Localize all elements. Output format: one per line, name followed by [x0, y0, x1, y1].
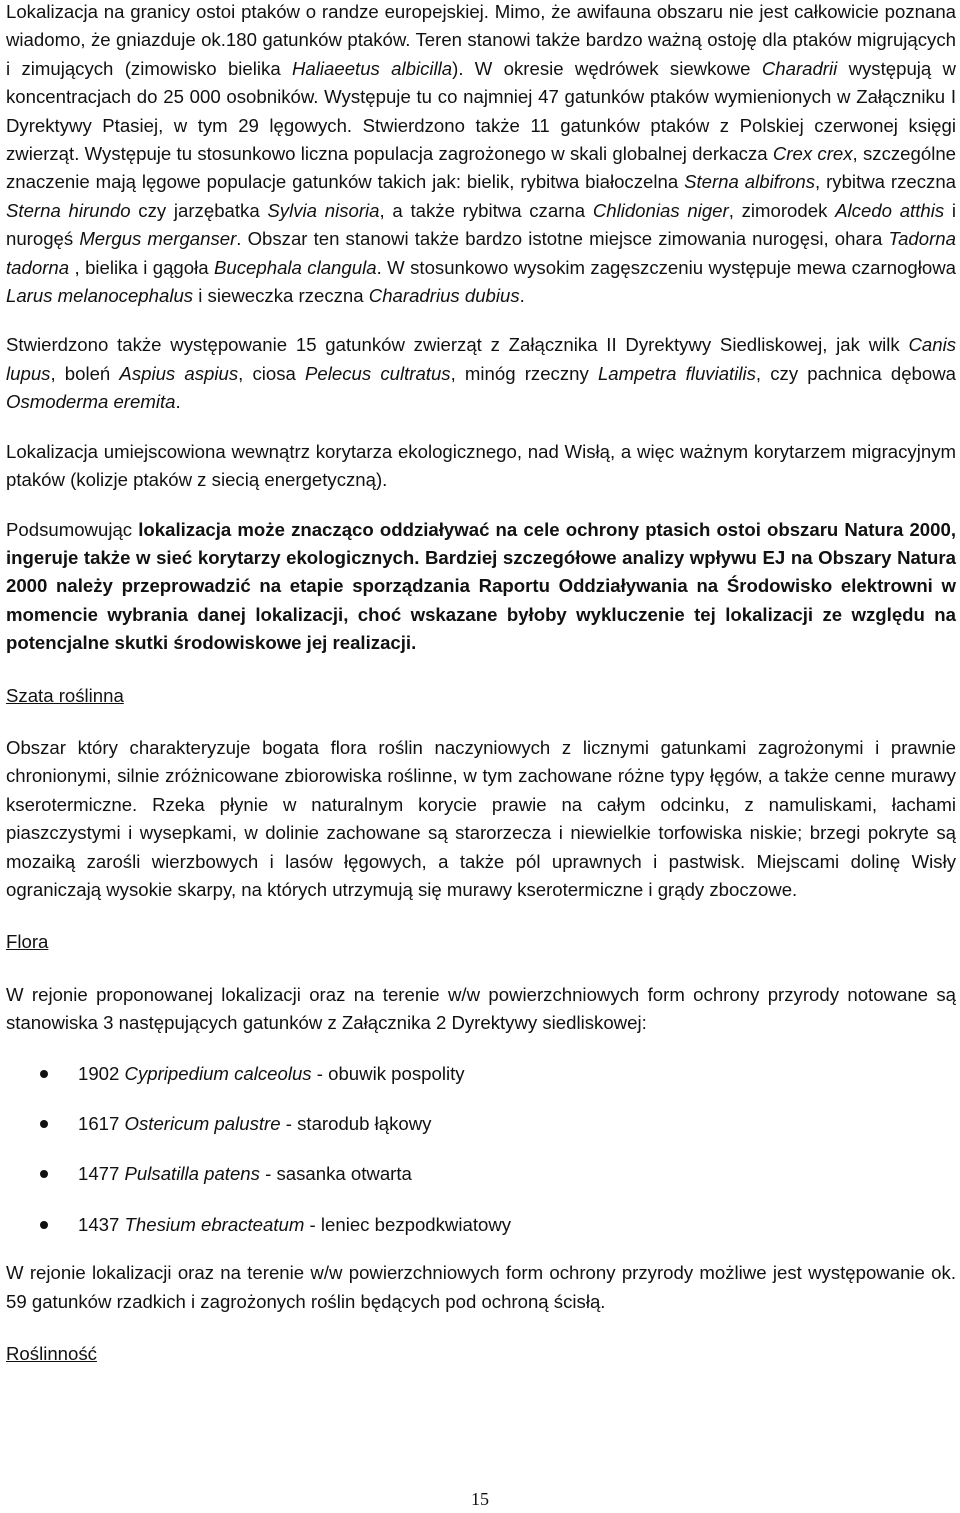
text-run: i sieweczka rzeczna: [193, 285, 369, 307]
latin-name: Cypripedium calceolus: [124, 1062, 312, 1084]
corridor-paragraph: Lokalizacja umiejscowiona wewnątrz korytarza ekologicznego, nad Wisłą, a więc ważnym korytarzem migracyjnym ptaków (kolizje ptaków z siecią energetyczną).: [6, 440, 956, 491]
latin-name: Alcedo atthis: [835, 199, 945, 221]
latin-name: Sterna hirundo: [6, 199, 131, 221]
page-number: 15: [471, 1489, 489, 1509]
text-run: czy jarzębatka: [130, 199, 268, 221]
flora-outro-paragraph: W rejonie lokalizacji oraz na terenie w/w powierzchniowych form ochrony przyrody możliwe jest występowanie ok. 59 gatunków rzadkich i zagrożonych roślin będących pod ochroną ścisłą.: [6, 1262, 956, 1312]
text-run: .: [519, 285, 525, 307]
text-run: Stwierdzono także występowanie 15 gatunków zwierząt z Załącznika II Dyrektywy Siedliskowej, jak wilk: [6, 334, 909, 356]
latin-name: Haliaeetus albicilla: [291, 57, 453, 79]
text-run: , rybitwa rzeczna: [815, 171, 957, 193]
text-run: . Obszar ten stanowi także bardzo istotne miejsce zimowania nurogęsi, ohara: [236, 228, 889, 250]
latin-name: Pulsatilla patens: [124, 1163, 260, 1185]
common-name: - sasanka otwarta: [259, 1163, 412, 1185]
text-run: . W stosunkowo wysokim zagęszczeniu występuje mewa czarnogłowa: [376, 256, 956, 278]
latin-name: Ostericum palustre: [124, 1113, 281, 1134]
common-name: - obuwik pospolity: [311, 1062, 465, 1084]
text-run: ). W okresie wędrówek siewkowe: [452, 57, 762, 79]
szata-heading: Szata roślinna: [6, 684, 124, 706]
latin-name: Pelecus cultratus: [305, 362, 451, 384]
flora-species-list: [6, 1060, 956, 1240]
text-run: występują w koncentracjach do 25 000 osobników. Występuje tu co najmniej 47 gatunków ptaków wymienionych w Załączniku I Dyrektywy Ptasiej, w tym 29 lęgowych. Stwierdzono także 11 gatunków ptaków z Polskiej czerwonej księgi zwierząt. Występuje tu stosunkowo liczna populacja zagrożonego w skali globalnej derkacza: [6, 57, 956, 165]
text-run: i nurogęś: [6, 199, 956, 250]
roslinnosc-heading: Roślinność: [6, 1343, 97, 1365]
bullet-icon: [40, 1120, 48, 1128]
list-item: [6, 1110, 956, 1138]
text-run: , szczególne znaczenie mają lęgowe populacje gatunków takich jak: bielik, rybitwa białoczelna: [6, 143, 957, 193]
latin-name: Charadrii: [761, 57, 838, 79]
latin-name: Larus melanocephalus: [6, 285, 194, 307]
bullet-icon: [40, 1170, 48, 1178]
szata-paragraph: Obszar który charakteryzuje bogata flora roślin naczyniowych z licznymi gatunkami zagrożonymi i prawnie chronionymi, silnie zróżnicowane zbiorowiska roślinne, w tym zachowane różne typy łęgów, a także cenne murawy kserotermiczne. Rzeka płynie w naturalnym korycie prawie na całym odcinku, z namuliskami, łachami piaszczystymi i wysepkami, w dolinie zachowane są starorzecza i niewielkie torfowiska niskie; brzegi pokryte są mozaiką zarośli wierzbowych i lasów łęgowych, a także pól uprawnych i pastwisk. Miejscami dolinę Wisły ograniczają wysokie skarpy, na których utrzymują się murawy kserotermiczne i grądy zboczowe.: [6, 736, 956, 900]
species-code: 1902: [78, 1062, 125, 1084]
summary-paragraph: [6, 516, 956, 658]
latin-name: Canis lupus: [6, 334, 956, 384]
latin-name: Sterna albifrons: [684, 171, 816, 193]
text-run: , minóg rzeczny: [450, 362, 598, 384]
latin-name: Osmoderma eremita: [6, 391, 176, 413]
text-run: , boleń: [50, 362, 120, 384]
list-item: [6, 1211, 956, 1239]
species-code: 1437: [78, 1213, 125, 1235]
flora-intro-paragraph: W rejonie proponowanej lokalizacji oraz na terenie w/w powierzchniowych form ochrony przyrody notowane są stanowiska 3 następujących gatunków z Załącznika 2 Dyrektywy siedliskowej:: [6, 983, 956, 1034]
birds-paragraph: [6, 0, 956, 310]
animals-paragraph: [6, 331, 956, 416]
text-run: , czy pachnica dębowa: [755, 362, 956, 384]
latin-name: Crex crex: [772, 143, 853, 165]
list-item: [6, 1060, 956, 1088]
species-code: 1617: [78, 1113, 125, 1134]
text-run: .: [175, 391, 181, 413]
latin-name: Charadrius dubius: [368, 285, 520, 307]
latin-name: Thesium ebracteatum: [124, 1213, 305, 1235]
latin-name: Tadorna tadorna: [6, 228, 956, 278]
document-page: [6, 0, 956, 1368]
bold-conclusion: lokalizacja może znacząco oddziaływać na cele ochrony ptasich ostoi obszaru Natura 2000, ingeruje także w sieć korytarzy ekologicznych. Bardziej szczegółowe analizy wpływu EJ na Obszary Natura 2000 należy przeprowadzić na etapie sporządzania Raportu Oddziaływania na Środowisko elektrowni w momencie wybrania danej lokalizacji, choć wskazane byłoby wykluczenie tej lokalizacji ze względu na potencjalne skutki środowiskowe jej realizacji.: [6, 518, 956, 654]
latin-name: Aspius aspius: [119, 362, 239, 384]
latin-name: Lampetra fluviatilis: [597, 362, 756, 384]
common-name: - starodub łąkowy: [280, 1113, 432, 1134]
bullet-icon: [40, 1070, 48, 1078]
species-code: 1477: [78, 1163, 125, 1185]
list-item: [6, 1160, 956, 1188]
latin-name: Mergus merganser: [79, 228, 237, 250]
bullet-icon: [40, 1221, 48, 1229]
text-run: Podsumowując: [6, 518, 139, 540]
latin-name: Bucephala clangula: [214, 256, 377, 278]
text-run: , zimorodek: [728, 199, 836, 221]
text-run: Lokalizacja na granicy ostoi ptaków o randze europejskiej. Mimo, że awifauna obszaru nie jest całkowicie poznana wiadomo, że gniazduje ok.180 gatunków ptaków. Teren stanowi także bardzo ważną ostoję dla ptaków migrujących i zimujących (zimowisko bielika: [6, 1, 956, 79]
common-name: - leniec bezpodkwiatowy: [304, 1213, 512, 1235]
latin-name: Sylvia nisoria: [267, 199, 380, 221]
latin-name: Chlidonias niger: [592, 199, 729, 221]
text-run: , ciosa: [238, 362, 306, 384]
text-run: , a także rybitwa czarna: [379, 199, 593, 221]
text-run: , bielika i gągoła: [69, 256, 214, 278]
flora-heading: Flora: [6, 931, 49, 953]
